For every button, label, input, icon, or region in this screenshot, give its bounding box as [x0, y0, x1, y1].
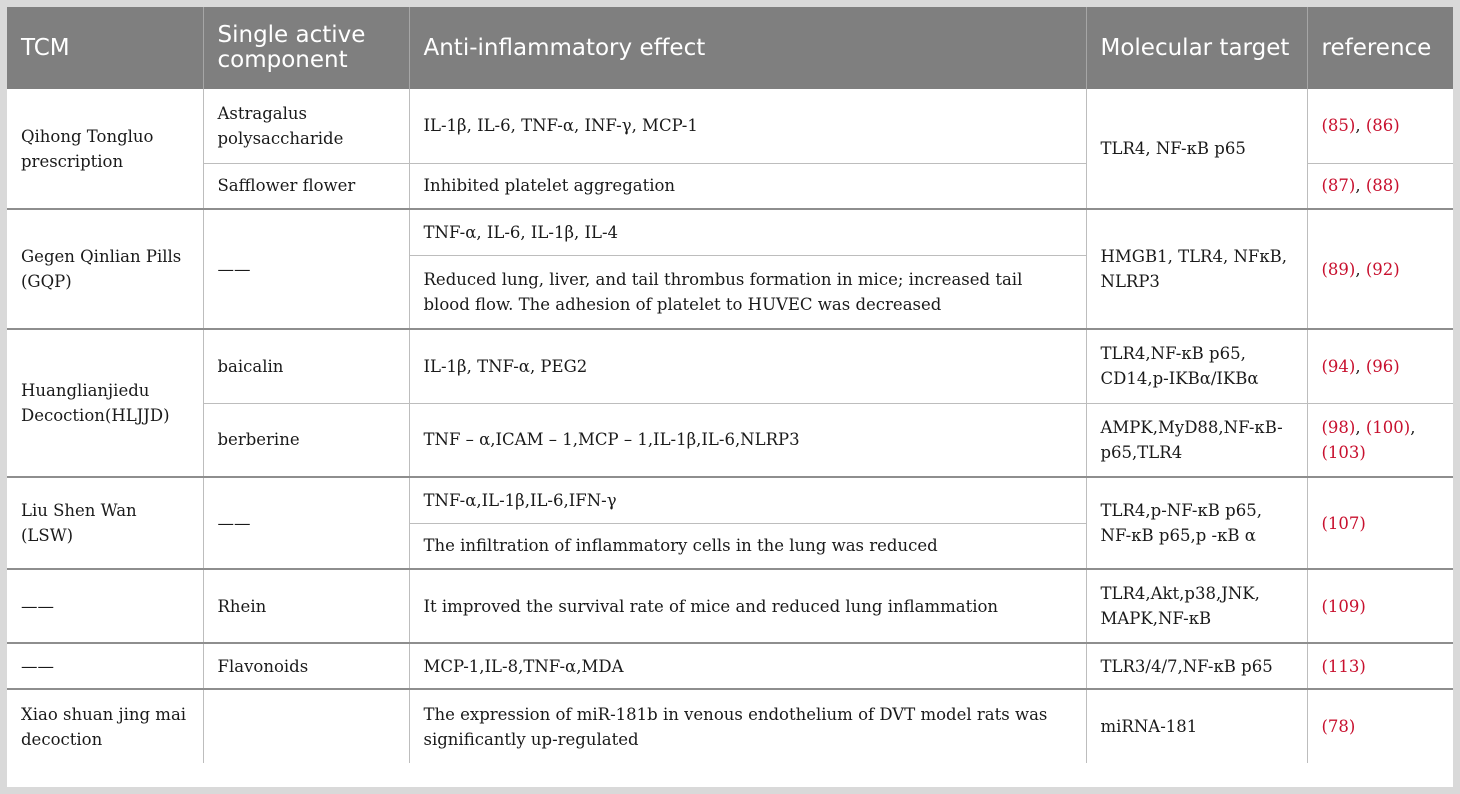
reference-cell — [1307, 403, 1453, 477]
reference-link[interactable]: (107) — [1321, 513, 1366, 533]
reference-link[interactable]: (94) — [1321, 356, 1356, 376]
component-cell: Astragalus polysaccharide — [203, 89, 409, 163]
component-cell: Flavonoids — [203, 643, 409, 689]
target-cell: HMGB1, TLR4, NFκB, NLRP3 — [1086, 209, 1307, 329]
tcm-cell: Huanglianjiedu Decoction(HLJJD) — [7, 329, 203, 477]
reference-link[interactable]: (92) — [1365, 259, 1400, 279]
reference-link[interactable]: (113) — [1321, 656, 1366, 676]
reference-separator: , — [1410, 417, 1416, 437]
header-target: Molecular target — [1086, 7, 1307, 89]
component-cell: berberine — [203, 403, 409, 477]
reference-link[interactable]: (85) — [1321, 116, 1356, 136]
reference-link[interactable]: (89) — [1321, 259, 1356, 279]
table-row — [7, 329, 1453, 403]
target-cell: TLR4,Akt,p38,JNK, MAPK,NF-κB — [1086, 569, 1307, 643]
effect-cell: Reduced lung, liver, and tail thrombus formation in mice; increased tail blood flow. The adhesion of platelet to HUVEC was decreased — [409, 255, 1086, 329]
reference-separator: , — [1355, 259, 1366, 279]
reference-cell — [1307, 329, 1453, 403]
table-row — [7, 209, 1453, 255]
reference-cell — [1307, 643, 1453, 689]
header-reference: reference — [1307, 7, 1453, 89]
effect-cell: MCP-1,IL-8,TNF-α,MDA — [409, 643, 1086, 689]
reference-link[interactable]: (98) — [1321, 417, 1356, 437]
component-cell: —— — [203, 477, 409, 569]
tcm-cell: —— — [7, 643, 203, 689]
tcm-cell: Liu Shen Wan (LSW) — [7, 477, 203, 569]
target-cell: TLR4, NF-κB p65 — [1086, 89, 1307, 209]
component-cell: —— — [203, 209, 409, 329]
target-cell: TLR4,p-NF-κB p65, NF-κB p65,p -κB α — [1086, 477, 1307, 569]
reference-cell — [1307, 477, 1453, 569]
effect-cell: IL-1β, TNF-α, PEG2 — [409, 329, 1086, 403]
reference-cell — [1307, 163, 1453, 209]
header-component: Single active component — [203, 7, 409, 89]
reference-cell — [1307, 209, 1453, 329]
reference-separator: , — [1355, 116, 1366, 136]
effect-cell: Inhibited platelet aggregation — [409, 163, 1086, 209]
effect-cell: TNF – α,ICAM – 1,MCP – 1,IL-1β,IL-6,NLRP3 — [409, 403, 1086, 477]
reference-link[interactable]: (87) — [1321, 176, 1356, 196]
effect-cell: The expression of miR-181b in venous endothelium of DVT model rats was significantly up-regulated — [409, 689, 1086, 763]
reference-cell — [1307, 89, 1453, 163]
reference-cell — [1307, 689, 1453, 763]
component-cell — [203, 689, 409, 763]
table-row — [7, 569, 1453, 643]
tcm-cell: Xiao shuan jing mai decoction — [7, 689, 203, 763]
effect-cell: TNF-α,IL-1β,IL-6,IFN-γ — [409, 477, 1086, 523]
reference-link[interactable]: (100) — [1365, 417, 1411, 437]
reference-link[interactable]: (103) — [1321, 442, 1366, 462]
header-tcm: TCM — [7, 7, 203, 89]
tcm-cell: —— — [7, 569, 203, 643]
tcm-cell: Gegen Qinlian Pills (GQP) — [7, 209, 203, 329]
effect-cell: The infiltration of inflammatory cells in the lung was reduced — [409, 523, 1086, 569]
target-cell: AMPK,MyD88,NF-κB-p65,TLR4 — [1086, 403, 1307, 477]
tcm-table — [7, 7, 1453, 763]
component-cell: Rhein — [203, 569, 409, 643]
target-cell: miRNA-181 — [1086, 689, 1307, 763]
target-cell: TLR3/4/7,NF-κB p65 — [1086, 643, 1307, 689]
reference-separator: , — [1355, 176, 1366, 196]
header-row — [7, 7, 1453, 89]
component-cell: Safflower flower — [203, 163, 409, 209]
table-row — [7, 403, 1453, 477]
table-row — [7, 89, 1453, 163]
tcm-cell: Qihong Tongluo prescription — [7, 89, 203, 209]
reference-link[interactable]: (78) — [1321, 717, 1356, 736]
reference-cell — [1307, 569, 1453, 643]
reference-separator: , — [1355, 356, 1366, 376]
component-cell: baicalin — [203, 329, 409, 403]
reference-link[interactable]: (88) — [1365, 176, 1400, 196]
reference-link[interactable]: (96) — [1365, 356, 1400, 376]
reference-link[interactable]: (86) — [1365, 116, 1400, 136]
table-row — [7, 477, 1453, 523]
effect-cell: TNF-α, IL-6, IL-1β, IL-4 — [409, 209, 1086, 255]
table-row — [7, 689, 1453, 763]
header-effect: Anti-inflammatory effect — [409, 7, 1086, 89]
table-frame — [7, 7, 1453, 787]
target-cell: TLR4,NF-κB p65, CD14,p-IKBα/IKBα — [1086, 329, 1307, 403]
reference-separator: , — [1355, 417, 1366, 437]
effect-cell: It improved the survival rate of mice and reduced lung inflammation — [409, 569, 1086, 643]
table-row — [7, 643, 1453, 689]
effect-cell: IL-1β, IL-6, TNF-α, INF-γ, MCP-1 — [409, 89, 1086, 163]
reference-link[interactable]: (109) — [1321, 596, 1366, 616]
